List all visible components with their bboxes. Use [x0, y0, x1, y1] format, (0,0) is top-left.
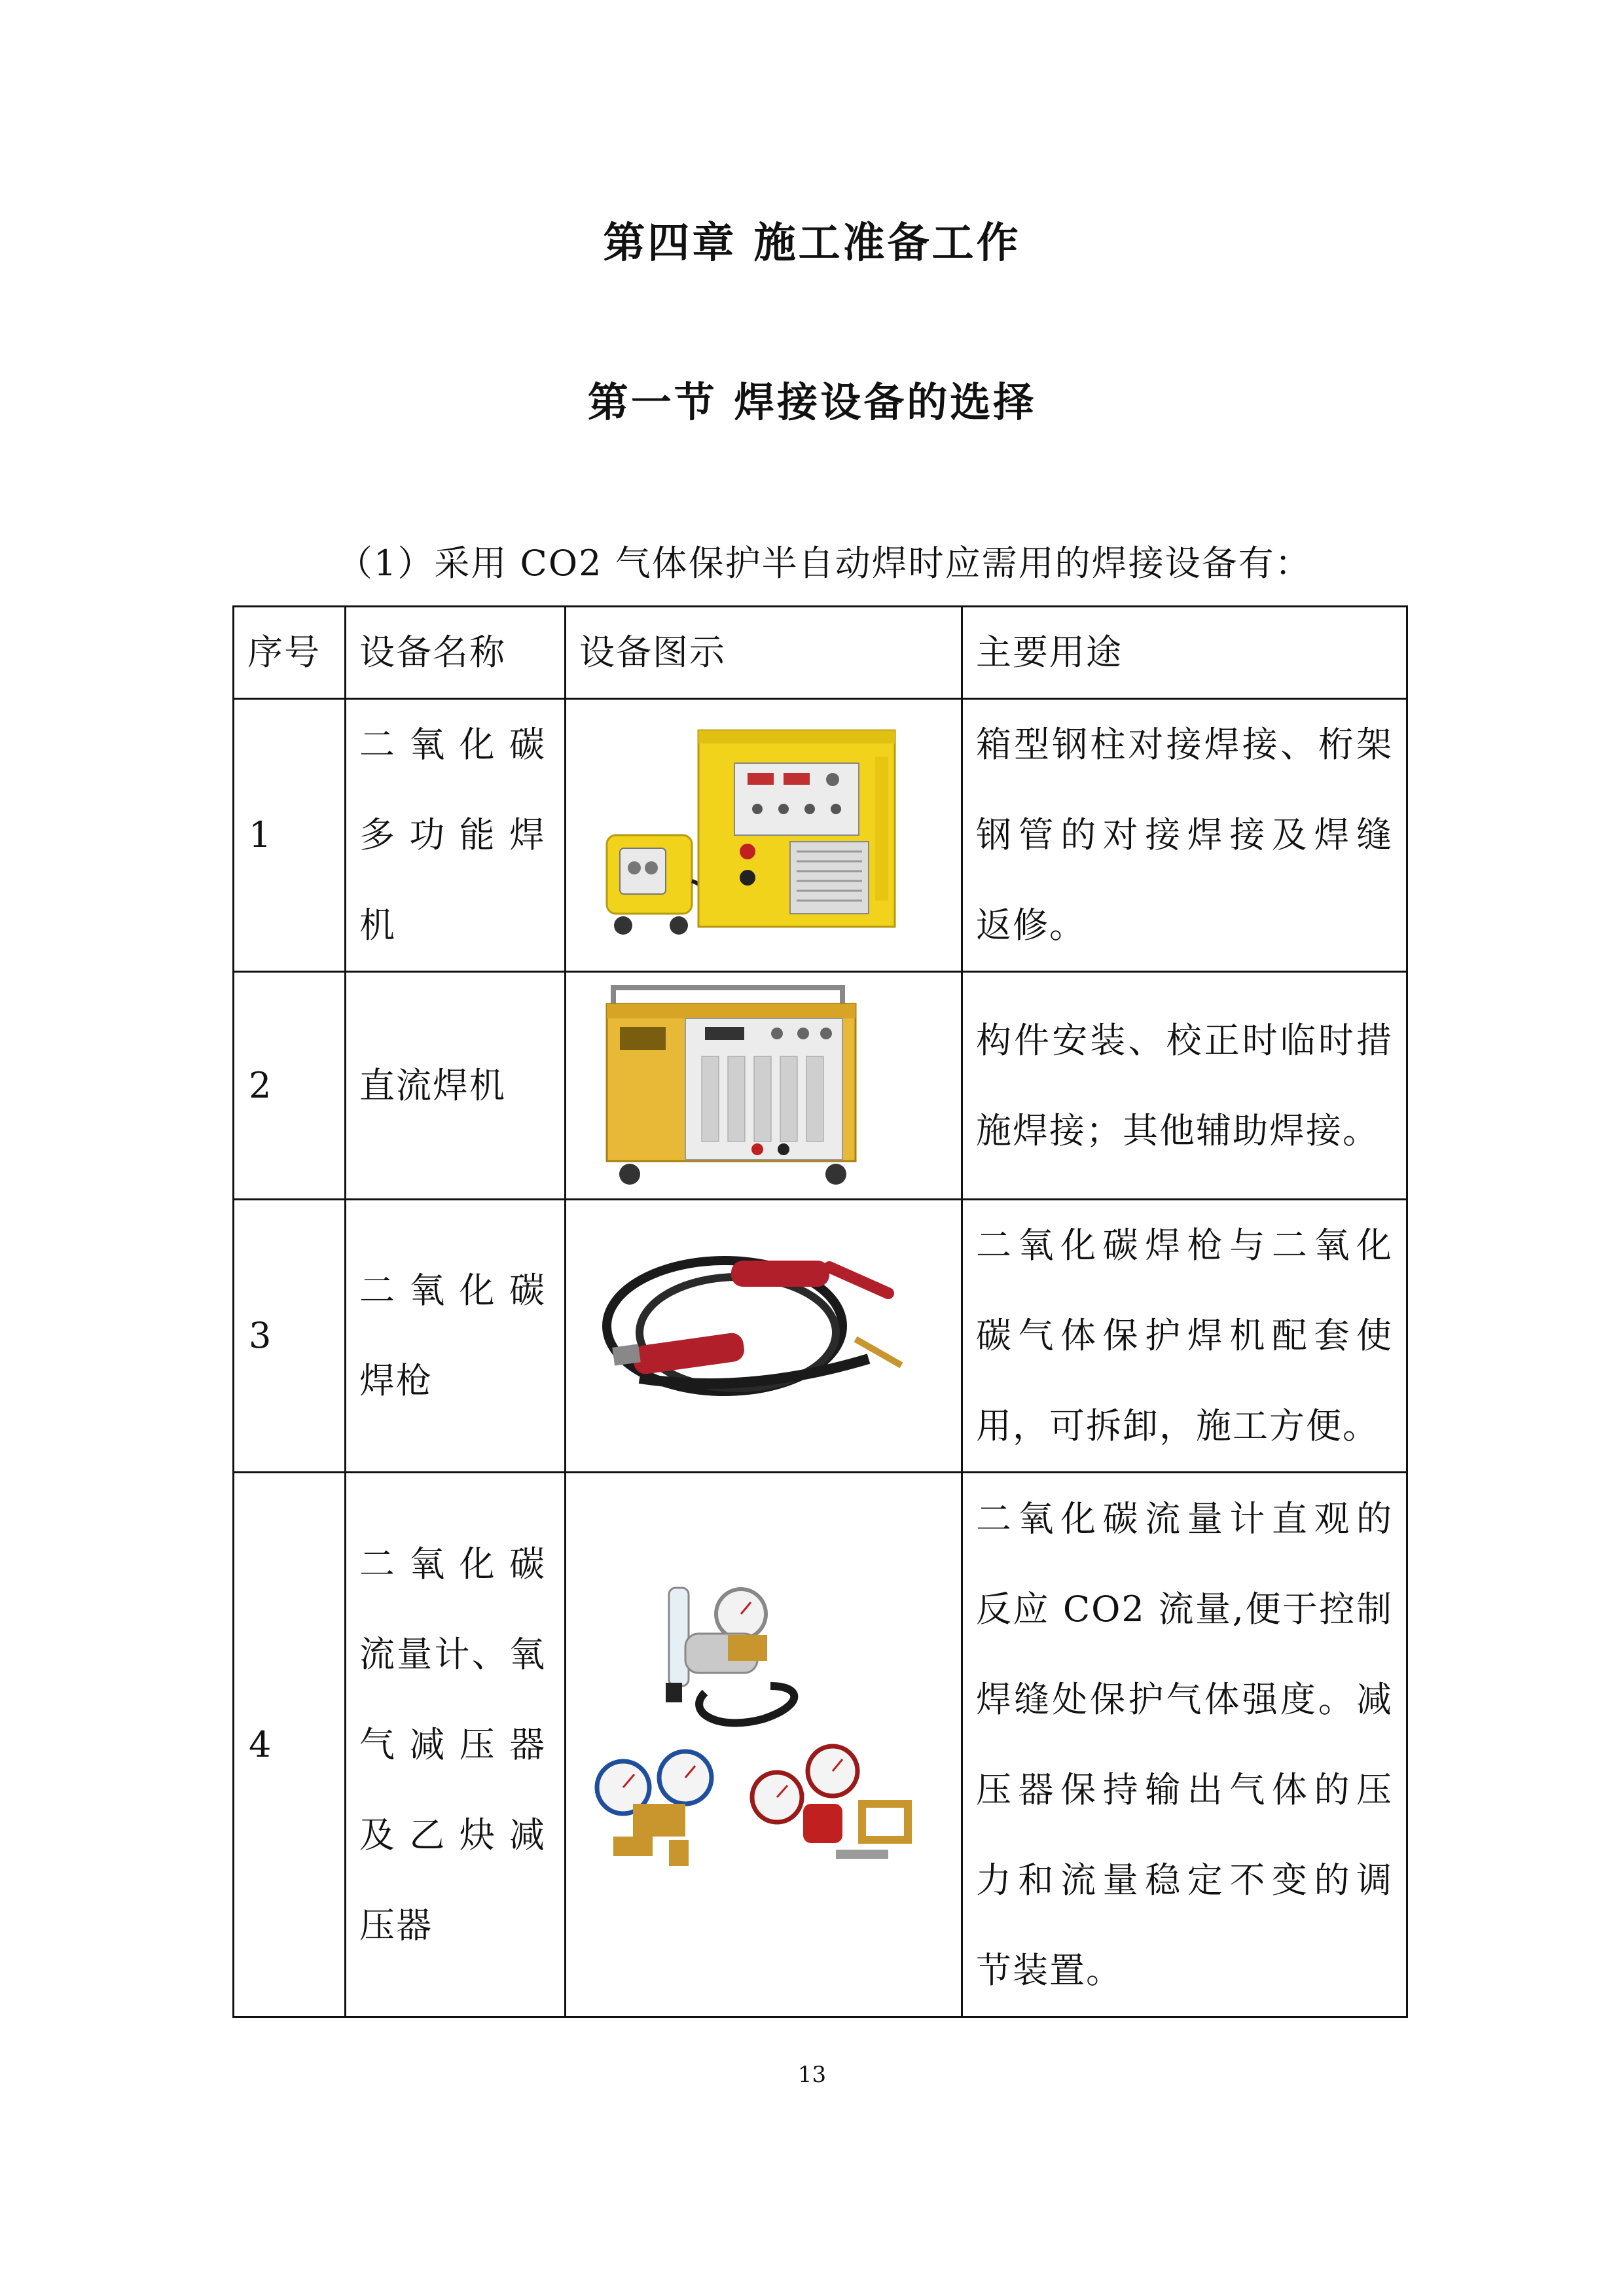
table-row — [234, 1473, 1407, 2017]
use-line: 二氧化碳焊枪与二氧化 — [976, 1225, 1393, 1266]
page-number: 13 — [797, 2062, 827, 2088]
row-num: 4 — [234, 1473, 346, 2017]
use-line: 焊缝处保护气体强度。减 — [976, 1678, 1393, 1720]
table-row — [234, 1200, 1407, 1473]
name-line: 机 — [359, 905, 396, 946]
name-line: 直流焊机 — [359, 1064, 506, 1106]
use-line: 箱型钢柱对接焊接、桁架 — [976, 724, 1393, 765]
row-name — [346, 1200, 566, 1473]
use-line: 用，可拆卸，施工方便。 — [976, 1405, 1379, 1446]
use-line: 碳气体保护焊机配套使 — [976, 1315, 1393, 1356]
row-image — [566, 1473, 962, 2017]
name-line: 压器 — [359, 1904, 433, 1946]
use-line: 力和流量稳定不变的调 — [976, 1859, 1393, 1901]
welding-torch-image — [594, 1228, 934, 1444]
row-image — [566, 972, 962, 1200]
use-line: 施焊接；其他辅助焊接。 — [976, 1109, 1379, 1151]
use-line: 返修。 — [976, 905, 1086, 946]
row-use — [962, 972, 1407, 1200]
use-line: 压器保持输出气体的压 — [976, 1768, 1393, 1810]
row-name — [346, 972, 566, 1200]
table-header-row — [234, 607, 1407, 699]
use-line: 反应 CO2 流量,便于控制 — [976, 1588, 1393, 1630]
chapter-title: 第四章 施工准备工作 — [603, 219, 1021, 268]
header-num: 序号 — [234, 607, 346, 699]
name-line: 二氧化碳 — [359, 1543, 546, 1585]
row-use — [962, 1473, 1407, 2017]
use-line: 钢管的对接焊接及焊缝 — [976, 814, 1393, 855]
use-line: 节装置。 — [976, 1949, 1123, 1991]
section-title: 第一节 焊接设备的选择 — [587, 378, 1037, 426]
equipment-table — [232, 605, 1408, 2018]
header-name: 设备名称 — [346, 607, 566, 699]
row-image — [566, 1200, 962, 1473]
name-line: 及乙炔减 — [359, 1814, 546, 1856]
name-line: 二氧化碳 — [359, 724, 546, 765]
co2-welder-image — [594, 717, 934, 953]
row-name — [346, 699, 566, 972]
intro-paragraph: （1）采用 CO2 气体保护半自动焊时应需用的焊接设备有： — [337, 543, 1312, 584]
header-image: 设备图示 — [566, 607, 962, 699]
row-use — [962, 1200, 1407, 1473]
row-num: 3 — [234, 1200, 346, 1473]
row-num: 1 — [234, 699, 346, 972]
table-row — [234, 972, 1407, 1200]
header-use: 主要用途 — [962, 607, 1407, 699]
name-line: 流量计、氧 — [359, 1633, 546, 1675]
name-line: 二氧化碳 — [359, 1270, 546, 1311]
table-row — [234, 699, 1407, 972]
flowmeter-regulators-image — [587, 1562, 941, 1928]
use-line: 构件安装、校正时临时措 — [976, 1019, 1393, 1061]
row-use — [962, 699, 1407, 972]
name-line: 焊枪 — [359, 1360, 433, 1401]
dc-welder-image — [594, 978, 934, 1194]
row-name — [346, 1473, 566, 2017]
use-line: 二氧化碳流量计直观的 — [976, 1498, 1393, 1539]
name-line: 多功能焊 — [359, 814, 546, 855]
name-line: 气减压器 — [359, 1723, 546, 1765]
row-image — [566, 699, 962, 972]
row-num: 2 — [234, 972, 346, 1200]
